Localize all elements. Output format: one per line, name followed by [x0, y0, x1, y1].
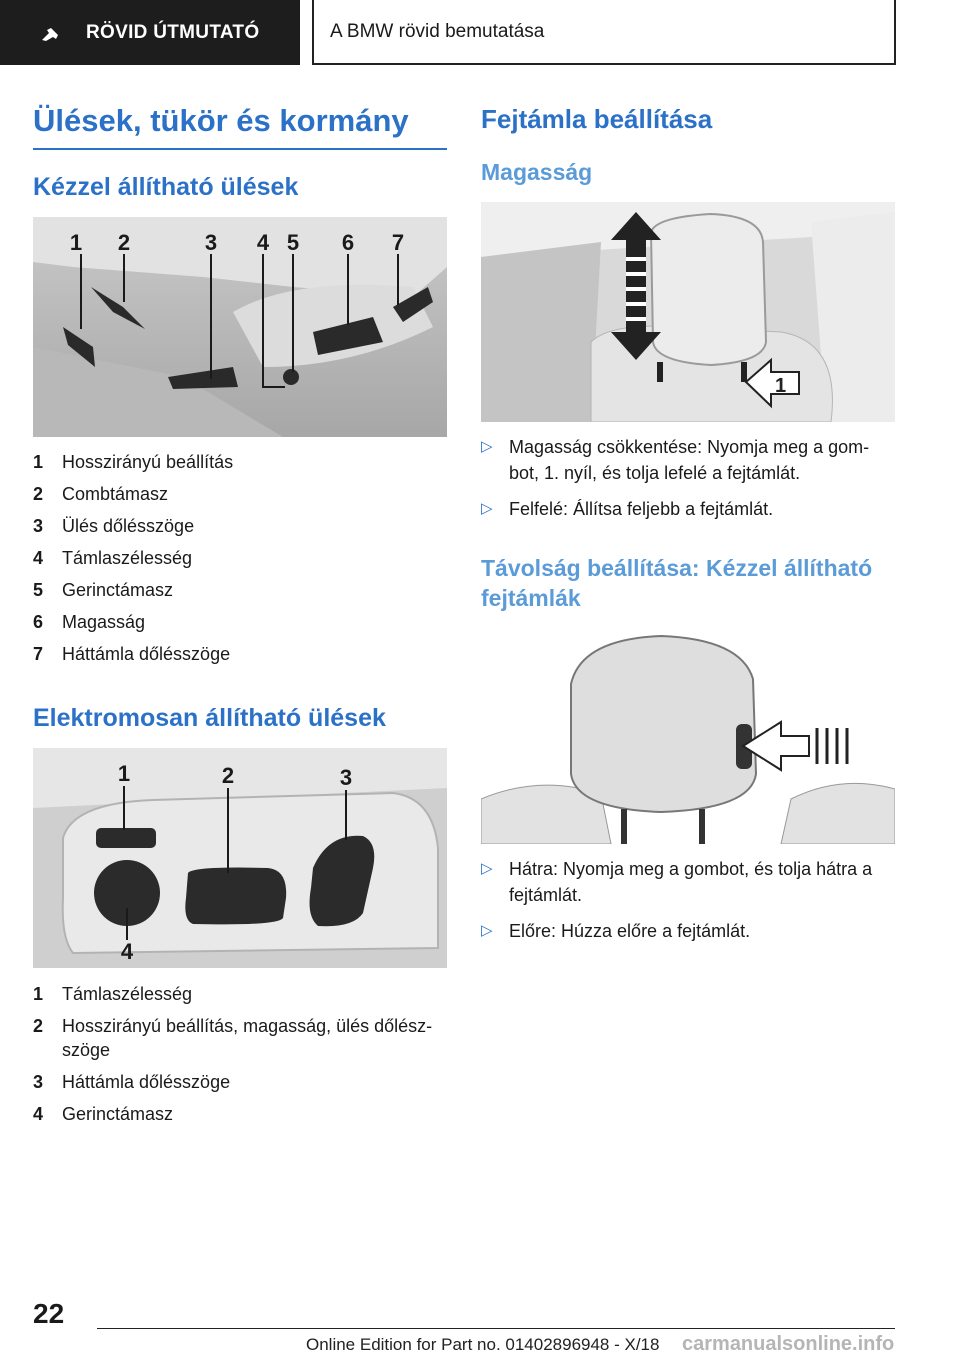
item-number: 2 [33, 1016, 44, 1036]
height-fig-label-1: 1 [775, 375, 787, 397]
manual-fig-label-2: 2 [117, 230, 131, 255]
item-text: Támlaszélesség [62, 548, 193, 568]
header-tab[interactable] [0, 0, 300, 65]
electric-seat-list [33, 982, 453, 1134]
page-number: 22 [33, 1298, 65, 1329]
bullet-text: Magasság csökkentése: Nyomja meg a gom- bot, 1. nyíl, és tolja lefelé a fejtámlát. [509, 437, 870, 483]
manual-seat-list [33, 450, 453, 674]
triangle-bullet-icon: ▷ [481, 922, 493, 939]
headrest-distance-figure [481, 624, 895, 844]
footer-divider [97, 1328, 895, 1329]
headrest-heading: Fejtámla beállítása [481, 104, 713, 134]
item-text: Hosszirányú beállítás [62, 452, 234, 472]
header-tab-label: RÖVID ÚTMUTATÓ [86, 21, 260, 43]
item-number: 5 [33, 580, 44, 600]
manual-seat-figure [33, 217, 447, 437]
item-text: Háttámla dőlésszöge [62, 644, 231, 664]
list-item [481, 496, 901, 522]
bullet-text: Felfelé: Állítsa feljebb a fejtámlát. [509, 499, 774, 519]
list-item [481, 434, 901, 486]
list-item [33, 982, 453, 1006]
item-number: 2 [33, 484, 44, 504]
triangle-bullet-icon: ▷ [481, 438, 493, 455]
item-text: Hosszirányú beállítás, magasság, ülés dőlész- szöge [62, 1016, 433, 1060]
item-number: 1 [33, 984, 44, 1004]
list-item [33, 546, 453, 570]
headrest-height-figure [481, 202, 895, 422]
triangle-bullet-icon: ▷ [481, 500, 493, 517]
list-item [481, 856, 901, 908]
item-number: 4 [33, 548, 44, 568]
electric-seat-figure [33, 748, 447, 968]
watermark: carmanualsonline.info [682, 1333, 895, 1355]
item-number: 3 [33, 516, 44, 536]
list-item [33, 450, 453, 474]
item-number: 1 [33, 452, 44, 472]
manual-fig-label-4: 4 [256, 230, 270, 255]
page-title: Ülések, tükör és kormány [33, 103, 447, 150]
electric-seats-heading: Elektromosan állítható ülések [33, 704, 386, 732]
item-text: Magasság [62, 612, 146, 632]
item-number: 7 [33, 644, 44, 664]
manual-seats-heading: Kézzel állítható ülések [33, 173, 299, 201]
manual-fig-label-3: 3 [204, 230, 218, 255]
header-section-title: A BMW rövid bemutatása [330, 20, 545, 42]
manual-fig-label-5: 5 [286, 230, 300, 255]
item-text: Gerinctámasz [62, 1104, 174, 1124]
manual-fig-label-6: 6 [341, 230, 355, 255]
list-item [33, 642, 453, 666]
electric-fig-label-1: 1 [117, 761, 131, 786]
list-item [33, 1070, 453, 1094]
list-item [33, 1014, 453, 1062]
item-number: 3 [33, 1072, 44, 1092]
manual-fig-label-7: 7 [391, 230, 405, 255]
distance-subheading: Távolság beállítása: Kézzel állítható fejtámlák [481, 555, 873, 611]
bullet-text: Előre: Húzza előre a fejtámlát. [509, 921, 751, 941]
item-text: Támlaszélesség [62, 984, 193, 1004]
list-item [33, 482, 453, 506]
list-item [33, 610, 453, 634]
list-item [33, 514, 453, 538]
item-number: 4 [33, 1104, 44, 1124]
footer-edition: Online Edition for Part no. 01402896948 - X/18 [306, 1335, 660, 1354]
distance-bullets [481, 856, 901, 954]
item-number: 6 [33, 612, 44, 632]
list-item [33, 1102, 453, 1126]
triangle-bullet-icon: ▷ [481, 860, 493, 877]
header-section-title-box [312, 0, 896, 65]
electric-fig-label-4: 4 [120, 939, 134, 964]
electric-fig-label-3: 3 [339, 765, 353, 790]
item-text: Combtámasz [62, 484, 169, 504]
list-item [481, 918, 901, 944]
item-text: Gerinctámasz [62, 580, 174, 600]
height-subheading: Magasság [481, 159, 593, 185]
list-item [33, 578, 453, 602]
pin-icon [40, 26, 60, 42]
item-text: Háttámla dőlésszöge [62, 1072, 231, 1092]
item-text: Ülés dőlésszöge [62, 516, 195, 536]
electric-fig-label-2: 2 [221, 763, 235, 788]
bullet-text: Hátra: Nyomja meg a gombot, és tolja hátra a fejtámlát. [509, 859, 873, 905]
manual-fig-label-1: 1 [69, 230, 83, 255]
height-bullets [481, 434, 901, 532]
